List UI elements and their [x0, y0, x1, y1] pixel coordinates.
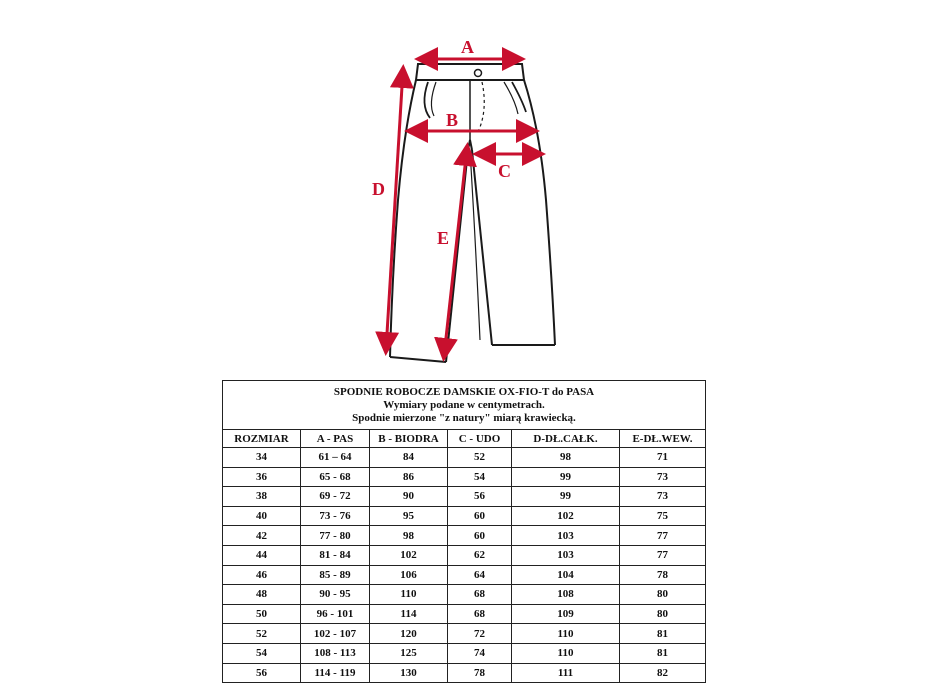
cell-size: 50 [223, 604, 301, 624]
table-row [223, 467, 706, 487]
cell-size: 46 [223, 565, 301, 585]
cell-size: 54 [223, 643, 301, 663]
cell-waist: 90 - 95 [301, 585, 370, 605]
size-chart-table [222, 380, 706, 683]
cell-inseam: 81 [620, 643, 706, 663]
cell-total-length: 99 [512, 467, 620, 487]
cell-size: 34 [223, 448, 301, 468]
label-b: B [446, 110, 459, 130]
cell-total-length: 104 [512, 565, 620, 585]
cell-size: 42 [223, 526, 301, 546]
cell-thigh: 72 [448, 624, 512, 644]
cell-thigh: 64 [448, 565, 512, 585]
cell-total-length: 98 [512, 448, 620, 468]
cell-total-length: 103 [512, 545, 620, 565]
cell-thigh: 54 [448, 467, 512, 487]
cell-waist: 85 - 89 [301, 565, 370, 585]
cell-hips: 120 [370, 624, 448, 644]
cell-thigh: 60 [448, 526, 512, 546]
column-header: ROZMIAR [223, 430, 301, 448]
cell-hips: 110 [370, 585, 448, 605]
cell-waist: 77 - 80 [301, 526, 370, 546]
cell-thigh: 52 [448, 448, 512, 468]
label-d: D [372, 179, 385, 199]
cell-waist: 73 - 76 [301, 506, 370, 526]
cell-size: 56 [223, 663, 301, 683]
cell-inseam: 80 [620, 604, 706, 624]
cell-total-length: 102 [512, 506, 620, 526]
cell-inseam: 77 [620, 545, 706, 565]
label-c: C [498, 161, 511, 181]
arrow-d-total-length [386, 70, 403, 350]
cell-inseam: 77 [620, 526, 706, 546]
cell-waist: 96 - 101 [301, 604, 370, 624]
cell-size: 44 [223, 545, 301, 565]
cell-inseam: 75 [620, 506, 706, 526]
cell-hips: 102 [370, 545, 448, 565]
table-header-block [223, 381, 706, 430]
cell-waist: 61 – 64 [301, 448, 370, 468]
cell-total-length: 108 [512, 585, 620, 605]
cell-hips: 98 [370, 526, 448, 546]
trousers-outline [390, 64, 555, 362]
cell-hips: 84 [370, 448, 448, 468]
cell-total-length: 110 [512, 624, 620, 644]
cell-size: 52 [223, 624, 301, 644]
cell-inseam: 81 [620, 624, 706, 644]
table-row [223, 526, 706, 546]
column-header: E-DŁ.WEW. [620, 430, 706, 448]
cell-inseam: 73 [620, 487, 706, 507]
cell-inseam: 80 [620, 585, 706, 605]
cell-thigh: 62 [448, 545, 512, 565]
cell-size: 38 [223, 487, 301, 507]
cell-hips: 106 [370, 565, 448, 585]
cell-total-length: 110 [512, 643, 620, 663]
cell-size: 48 [223, 585, 301, 605]
column-header: C - UDO [448, 430, 512, 448]
cell-hips: 86 [370, 467, 448, 487]
label-a: A [461, 37, 474, 57]
table-note-units: Wymiary podane w centymetrach. [383, 398, 545, 411]
table-note-method: Spodnie mierzone "z natury" miarą krawiecką. [352, 411, 576, 424]
table-row [223, 448, 706, 468]
column-header: D-DŁ.CAŁK. [512, 430, 620, 448]
cell-waist: 81 - 84 [301, 545, 370, 565]
cell-thigh: 68 [448, 585, 512, 605]
cell-thigh: 68 [448, 604, 512, 624]
column-header: B - BIODRA [370, 430, 448, 448]
cell-waist: 114 - 119 [301, 663, 370, 683]
table-row [223, 663, 706, 683]
table-title: SPODNIE ROBOCZE DAMSKIE OX-FIO-T do PASA [333, 385, 595, 398]
table-row [223, 604, 706, 624]
cell-hips: 90 [370, 487, 448, 507]
cell-waist: 102 - 107 [301, 624, 370, 644]
column-header-row [223, 430, 706, 448]
cell-total-length: 103 [512, 526, 620, 546]
cell-thigh: 74 [448, 643, 512, 663]
cell-waist: 108 - 113 [301, 643, 370, 663]
cell-inseam: 71 [620, 448, 706, 468]
label-e: E [437, 228, 450, 248]
arrow-e-inseam [444, 148, 467, 356]
cell-size: 40 [223, 506, 301, 526]
cell-waist: 65 - 68 [301, 467, 370, 487]
column-header: A - PAS [301, 430, 370, 448]
cell-inseam: 78 [620, 565, 706, 585]
table-row [223, 506, 706, 526]
table-row [223, 643, 706, 663]
cell-hips: 130 [370, 663, 448, 683]
cell-thigh: 78 [448, 663, 512, 683]
table-row [223, 565, 706, 585]
cell-inseam: 82 [620, 663, 706, 683]
cell-hips: 114 [370, 604, 448, 624]
cell-total-length: 109 [512, 604, 620, 624]
cell-waist: 69 - 72 [301, 487, 370, 507]
table-row [223, 585, 706, 605]
cell-inseam: 73 [620, 467, 706, 487]
cell-thigh: 60 [448, 506, 512, 526]
cell-total-length: 111 [512, 663, 620, 683]
cell-hips: 95 [370, 506, 448, 526]
table-row [223, 487, 706, 507]
table-row [223, 624, 706, 644]
cell-size: 36 [223, 467, 301, 487]
cell-thigh: 56 [448, 487, 512, 507]
cell-total-length: 99 [512, 487, 620, 507]
table-row [223, 545, 706, 565]
cell-hips: 125 [370, 643, 448, 663]
